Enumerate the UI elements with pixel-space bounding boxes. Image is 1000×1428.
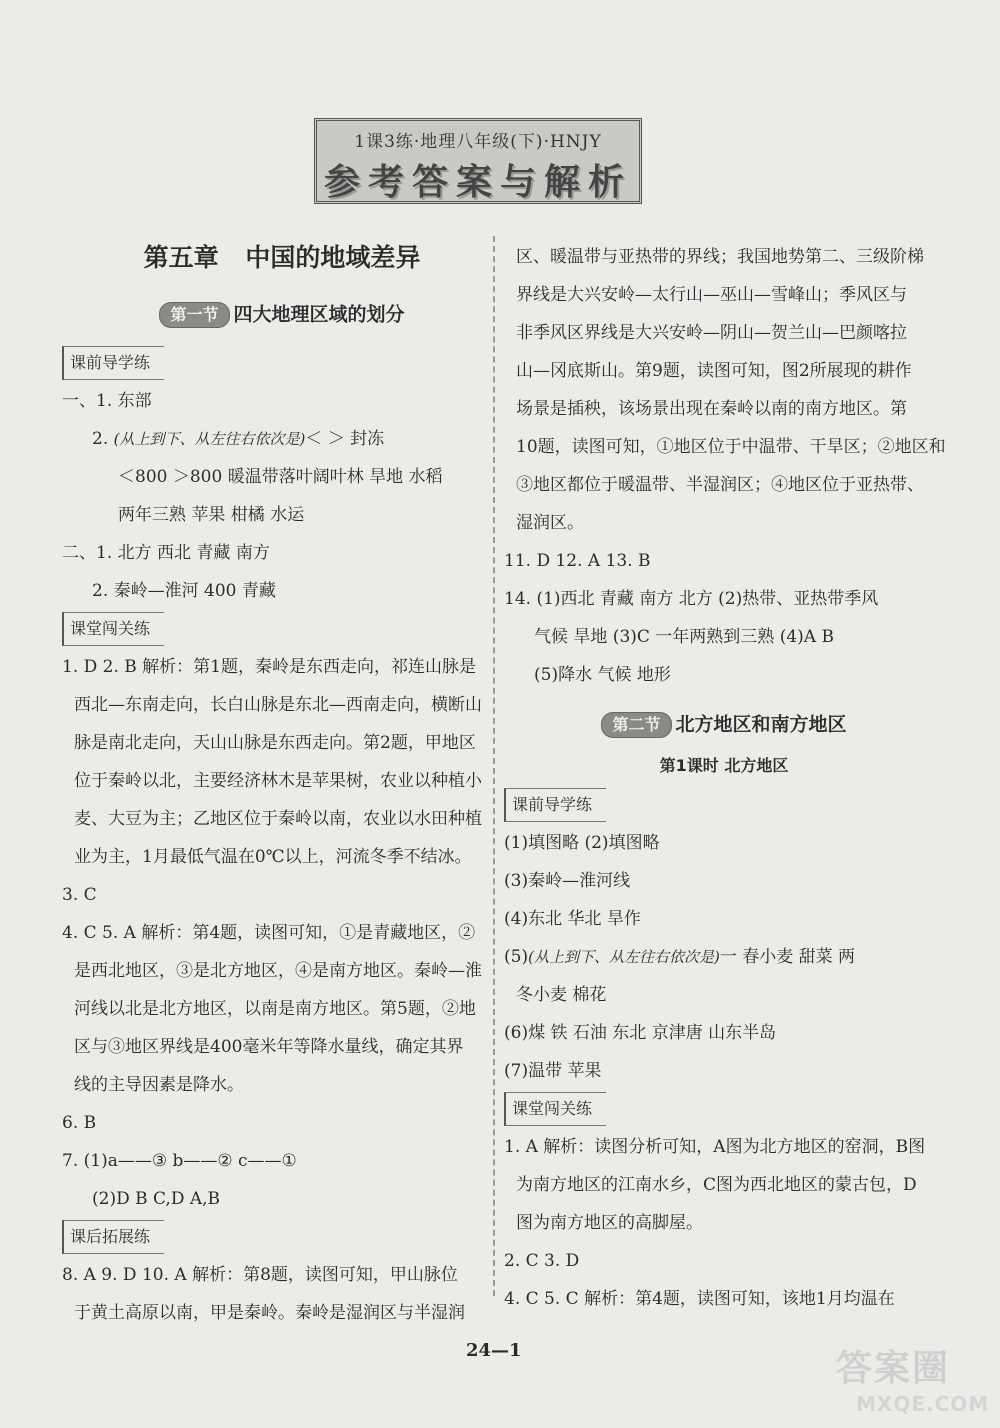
answer-line: (2)D B C,D A,B xyxy=(92,1189,221,1209)
answer-line: 西北—东南走向，长白山脉是东北—西南走向，横断山 xyxy=(74,695,482,715)
answer-line: 业为主，1月最低气温在0℃以上，河流冬季不结冰。 xyxy=(74,847,472,867)
answer-text: 一 春小麦 甜菜 两 xyxy=(719,947,856,967)
answer-line: 麦、大豆为主；乙地区位于秦岭以南，农业以水田种植 xyxy=(74,809,482,829)
answer-line: (1)填图略 (2)填图略 xyxy=(504,833,660,853)
lesson-title: 第1课时 北方地区 xyxy=(659,756,789,775)
answer-line: 8. A 9. D 10. A 解析：第8题，读图可知，甲山脉位 xyxy=(62,1265,458,1285)
right-column xyxy=(504,238,944,1318)
answer-note: (从上到下、从左往右依次是) xyxy=(528,948,720,966)
answer-line: 图为南方地区的高脚屋。 xyxy=(516,1213,703,1233)
answer-line xyxy=(504,938,944,976)
answer-line: 1. A 解析：读图分析可知，A图为北方地区的窑洞，B图 xyxy=(504,1137,926,1157)
chapter-title: 第五章 中国的地域差异 xyxy=(143,243,421,272)
section-heading xyxy=(62,292,502,336)
answer-line: 气候 旱地 (3)C 一年两熟到三熟 (4)A B xyxy=(534,627,834,647)
answer-line: 河线以北是北方地区，以南是南方地区。第5题，②地 xyxy=(74,999,476,1019)
answer-line: 3. C xyxy=(62,885,97,905)
pre-class-label: 课前导学练 xyxy=(62,346,164,380)
answer-line: 10题，读图可知，①地区位于中温带、干旱区；②地区和 xyxy=(516,437,946,457)
answer-line: 4. C 5. A 解析：第4题，读图可知，①是青藏地区，② xyxy=(62,923,476,943)
in-class-label: 课堂闯关练 xyxy=(62,612,164,646)
section-badge: 第一节 xyxy=(159,302,229,328)
answer-note: (从上到下、从左往右依次是) xyxy=(113,430,306,448)
section-heading xyxy=(504,702,944,746)
book-subtitle: 1课3练·地理八年级(下)·HNJY xyxy=(354,132,602,152)
header-banner xyxy=(314,118,642,204)
answer-line: (4)东北 华北 旱作 xyxy=(504,909,641,929)
answer-line: 位于秦岭以北，主要经济林木是苹果树，农业以种植小 xyxy=(74,771,482,791)
answer-line: 4. C 5. C 解析：第4题，读图可知，该地1月均温在 xyxy=(504,1289,895,1309)
answer-line: 1. D 2. B 解析：第1题，秦岭是东西走向，祁连山脉是 xyxy=(62,657,476,677)
section-title: 北方地区和南方地区 xyxy=(675,713,847,736)
after-class-label: 课后拓展练 xyxy=(62,1220,164,1254)
answer-line: 于黄土高原以南，甲是秦岭。秦岭是湿润区与半湿润 xyxy=(74,1303,465,1323)
left-column xyxy=(62,236,502,1332)
answer-line: 两年三熟 苹果 柑橘 水运 xyxy=(118,505,305,525)
page-number: 24—1 xyxy=(466,1340,522,1361)
answer-text: ＜ ＞ 封冻 xyxy=(305,429,385,449)
answer-line: 2. C 3. D xyxy=(504,1251,580,1271)
answer-line: 为南方地区的江南水乡，C图为西北地区的蒙古包，D xyxy=(516,1175,917,1195)
answer-line: 一、1. 东部 xyxy=(62,391,152,411)
answer-line: ③地区都位于暖温带、半湿润区；④地区位于亚热带、 xyxy=(516,475,924,495)
answer-line: 2. 秦岭—淮河 400 青藏 xyxy=(92,581,276,601)
page-title: 参考答案与解析 xyxy=(323,162,632,203)
in-class-label: 课堂闯关练 xyxy=(504,1092,606,1126)
answer-line: (3)秦岭—淮河线 xyxy=(504,871,631,891)
answer-line: 11. D 12. A 13. B xyxy=(504,551,651,571)
answer-line: 区与③地区界线是400毫米年等降水量线，确定其界 xyxy=(74,1037,464,1057)
answer-line: 线的主导因素是降水。 xyxy=(74,1075,244,1095)
answer-line: 区、暖温带与亚热带的界线；我国地势第二、三级阶梯 xyxy=(516,247,924,267)
answer-line: 界线是大兴安岭—太行山—巫山—雪峰山；季风区与 xyxy=(516,285,907,305)
answer-line xyxy=(62,420,502,458)
answer-line: 二、1. 北方 西北 青藏 南方 xyxy=(62,543,270,563)
section-badge: 第二节 xyxy=(601,712,671,738)
watermark-url: MXQE.COM xyxy=(856,1392,990,1416)
answer-line: ＜800 ＞800 暖温带落叶阔叶林 旱地 水稻 xyxy=(118,467,443,487)
watermark xyxy=(836,1340,996,1420)
answer-num: (5) xyxy=(504,947,529,967)
watermark-logo-text: 答案圈 xyxy=(836,1348,951,1389)
answer-line: 冬小麦 棉花 xyxy=(516,985,607,1005)
answer-line: 14. (1)西北 青藏 南方 北方 (2)热带、亚热带季风 xyxy=(504,589,879,609)
answer-line: 6. B xyxy=(62,1113,97,1133)
answer-line: 非季风区界线是大兴安岭—阴山—贺兰山—巴颜喀拉 xyxy=(516,323,907,343)
section-title: 四大地理区域的划分 xyxy=(233,303,405,326)
answer-line: 山—冈底斯山。第9题，读图可知，图2所展现的耕作 xyxy=(516,361,912,381)
answer-line: 湿润区。 xyxy=(516,513,584,533)
pre-class-label: 课前导学练 xyxy=(504,788,606,822)
answer-line: (6)煤 铁 石油 东北 京津唐 山东半岛 xyxy=(504,1023,777,1043)
answer-line: (7)温带 苹果 xyxy=(504,1061,602,1081)
answer-line: (5)降水 气候 地形 xyxy=(534,665,671,685)
answer-line: 场景是插秧，该场景出现在秦岭以南的南方地区。第 xyxy=(516,399,907,419)
answer-line: 7. (1)a——③ b——② c——① xyxy=(62,1151,297,1171)
answer-line: 是西北地区，③是北方地区，④是南方地区。秦岭—淮 xyxy=(74,961,482,981)
answer-num: 2. xyxy=(92,429,114,449)
answer-line: 脉是南北走向，天山山脉是东西走向。第2题，甲地区 xyxy=(74,733,476,753)
